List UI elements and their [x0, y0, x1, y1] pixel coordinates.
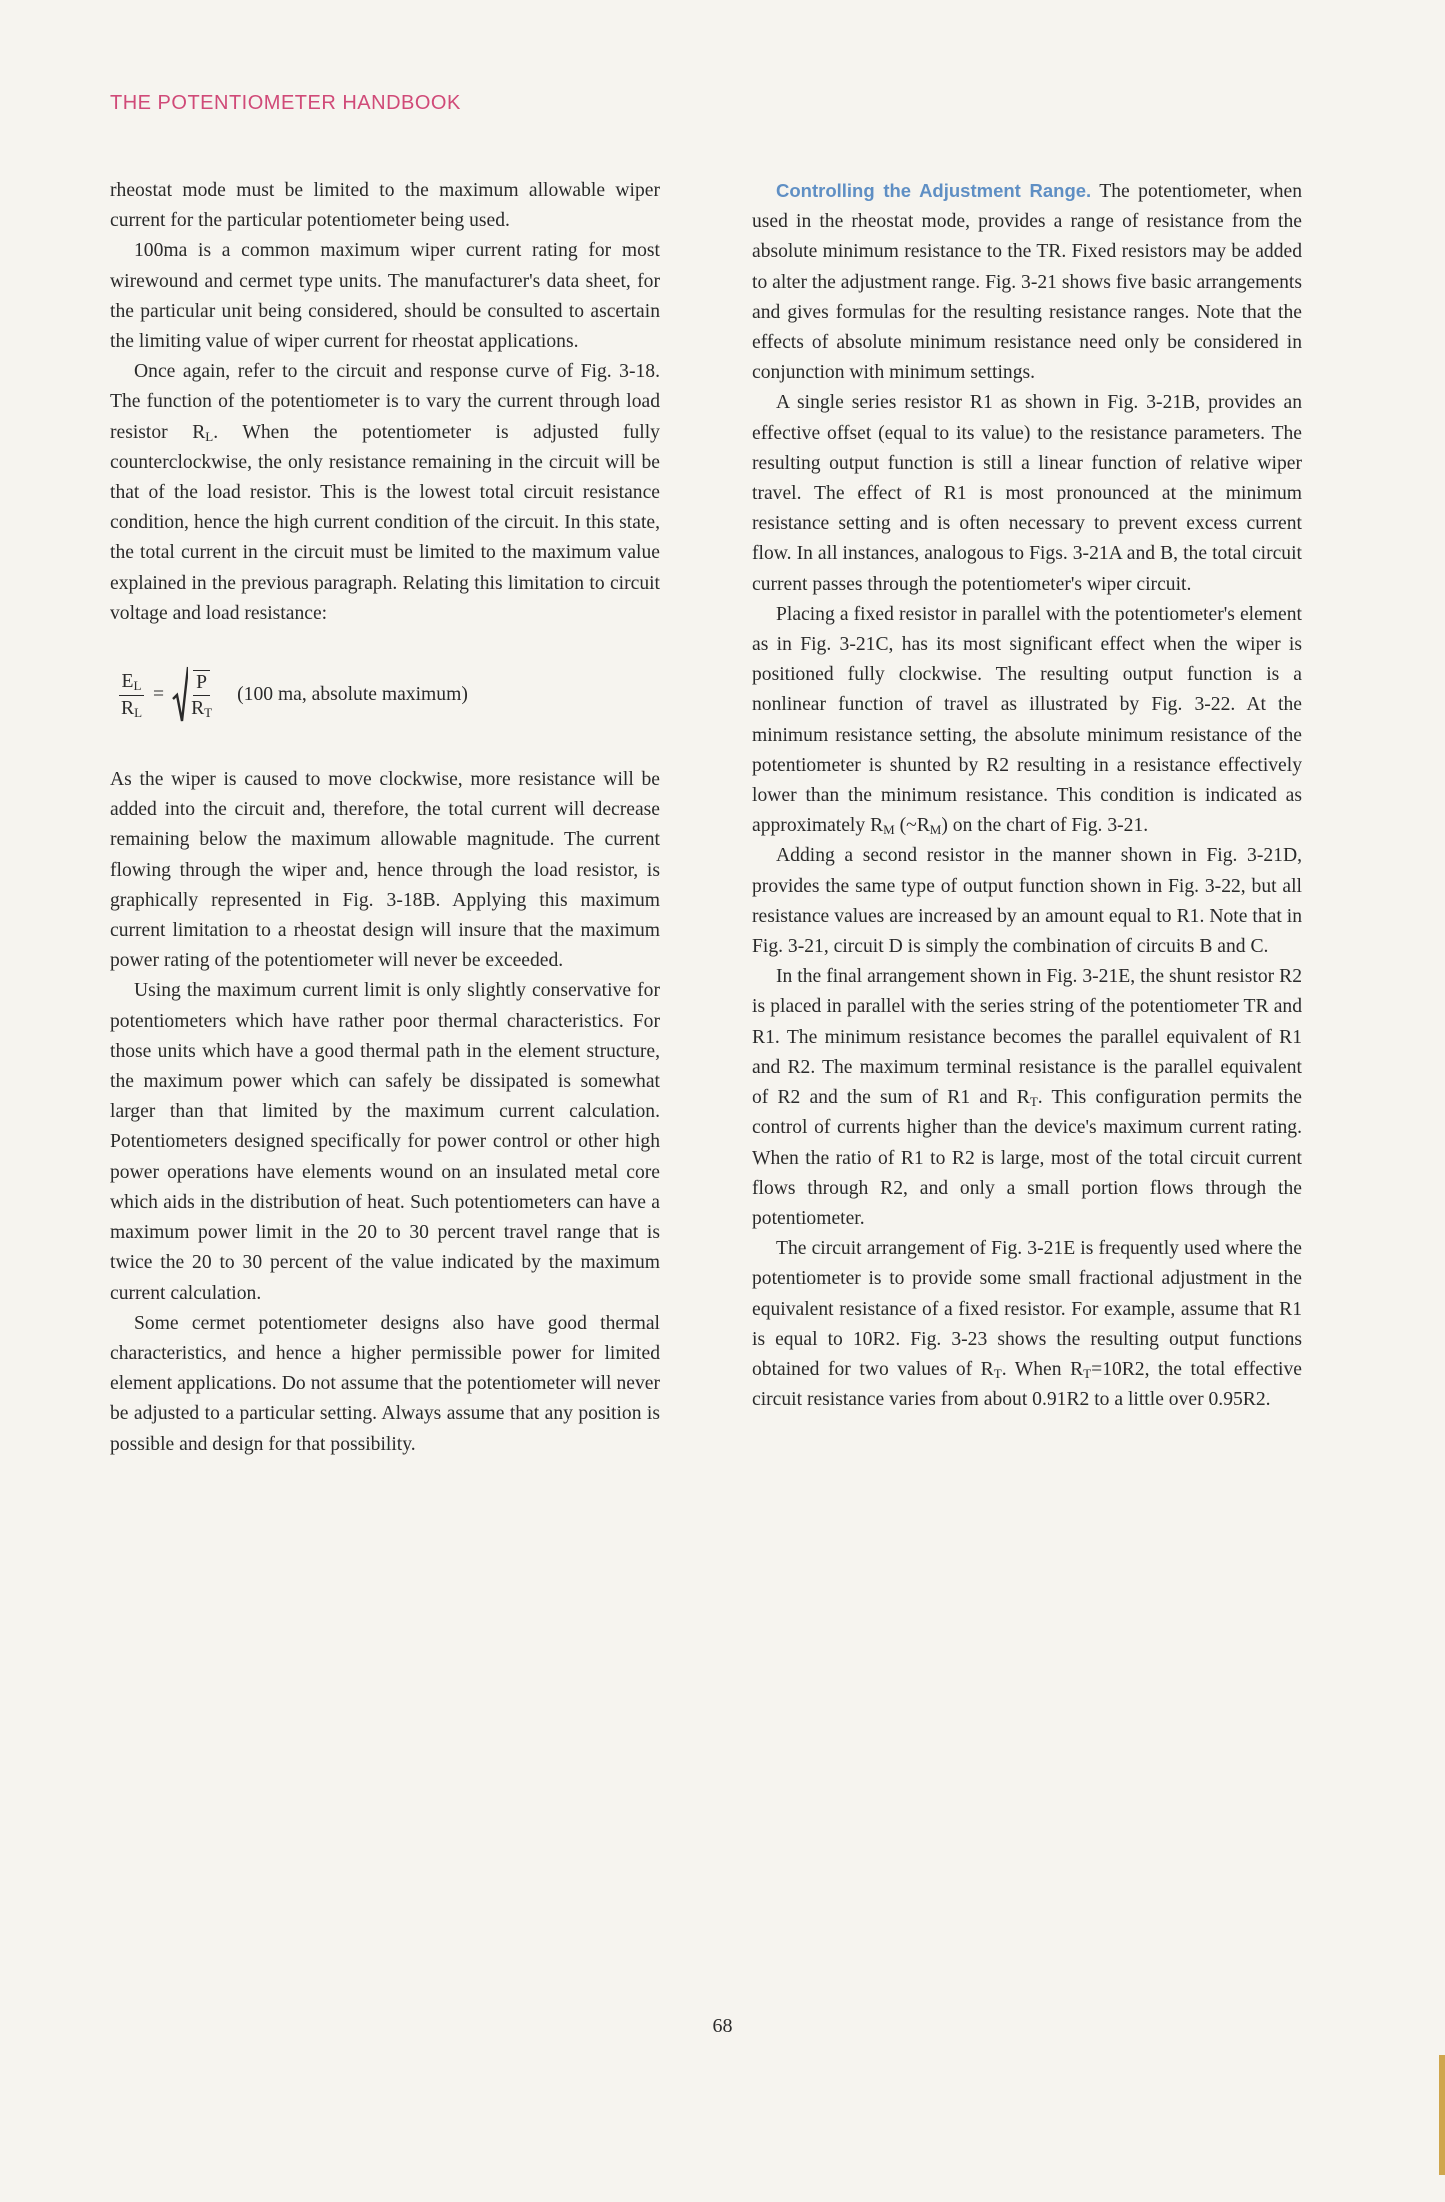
paragraph: A single series resistor R1 as shown in Fig. 3-21B, provides an effective offset (equal to its value) to the resistance parameters. The resulting output function is still a linear function of relative wiper travel. The effect of R1 is most pronounced at the minimum resistance setting and is often necessary to prevent excess current flow. In all instances, analogous to Figs. 3-21A and B, the total circuit current passes through the potentiometer's wiper circuit. [752, 392, 1302, 595]
paragraph [110, 357, 660, 629]
formula-rhs-fraction [188, 670, 215, 721]
subscript: M [883, 822, 895, 838]
paragraph: 100ma is a common maximum wiper current rating for most wirewound and cermet type units. The manufacturer's data sheet, for the particular unit being considered, should be consulted to ascertain the limiting value of wiper current for rheostat applications. [110, 240, 660, 353]
running-head: THE POTENTIOMETER HANDBOOK [110, 92, 461, 114]
paragraph: Some cermet potentiometer designs also have good thermal characteristics, and hence a higher permissible power for limited element applications. Do not assume that the potentiometer will never be adjusted to a particular setting. Always assume that any position is possible and design for that possibility. [110, 1312, 660, 1455]
text-run: . When the potentiometer is adjusted fully counterclockwise, the only resistance remaining in the circuit will be that of the load resistor. This is the lowest total circuit resistance condition, hence the high current condition of the circuit. In this state, the total current in the circuit must be limited to the maximum value explained in the previous paragraph. Relating this limitation to circuit voltage and load resistance: [110, 421, 660, 624]
section-heading: Controlling the Adjustment Range. [776, 180, 1092, 201]
paragraph: Adding a second resistor in the manner shown in Fig. 3-21D, provides the same type of output function shown in Fig. 3-22, but all resistance values are increased by an amount equal to R1. Note that in Fig. 3-21, circuit D is simply the combination of circuits B and C. [752, 845, 1302, 958]
formula-denominator: $R_L$ [121, 697, 143, 720]
paragraph: As the wiper is caused to move clockwise, more resistance will be added into the circuit and, therefore, the total current will decrease remaining below the maximum allowable magnitude. The current flowing through the wiper and, hence through the load resistor, is graphically represented in Fig. 3-18B. Applying this maximum current limitation to a rheostat design will insure that the maximum power rating of the potentiometer will never be exceeded. [110, 769, 660, 972]
paragraph: rheostat mode must be limited to the maximum allowable wiper current for the particular potentiometer being used. [110, 180, 660, 232]
subscript: T [1083, 1365, 1092, 1381]
square-root [172, 665, 215, 725]
left-column [110, 176, 660, 1460]
subscript: T [993, 1365, 1002, 1381]
formula-note: (100 ma, absolute maximum) [237, 684, 468, 706]
formula-numerator: $E_L$ [119, 670, 145, 696]
subscript: T [1029, 1094, 1038, 1110]
subscript: L [205, 428, 214, 444]
right-column [752, 176, 1302, 1415]
current-limit-formula [118, 653, 660, 737]
paragraph: In the final arrangement shown in Fig. 3-21E, the shunt resistor R2 is placed in parallel with the series string of the potentiometer TR and R1. The minimum resistance becomes the parallel equivalent of R1 and R2. The maximum terminal resistance is the parallel equivalent of R2 and the sum of R1 and $R_T$. This configuration permits the control of currents higher than the device's maximum current rating. When the ratio of R1 to R2 is large, most of the total circuit current flows through R2, and only a small portion flows through the potentiometer. [752, 966, 1302, 1229]
paragraph: Using the maximum current limit is only slightly conservative for potentiometers which have rather poor thermal characteristics. For those units which have a good thermal path in the element structure, the maximum power which can safely be dissipated is somewhat larger than that limited by the maximum current calculation. Potentiometers designed specifically for power control or other high power operations have elements wound on an insulated metal core which aids in the distribution of heat. Such potentiometers can have a maximum power limit in the 20 to 30 percent travel range that is twice the 20 to 30 percent of the value indicated by the maximum current calculation. [110, 980, 660, 1304]
formula-lhs-fraction [118, 670, 145, 720]
subscript: M [929, 822, 942, 838]
page-edge-mark [1439, 2055, 1445, 2175]
formula-equals: = [153, 684, 165, 706]
text-run: Once again, refer to the circuit and response curve of Fig. 3-18. The function of the potentiometer is to vary the current through load resistor R [110, 361, 660, 443]
text-run: The potentiometer, when used in the rheostat mode, provides a range of resistance from the absolute minimum resistance to the TR. Fixed resistors may be added to alter the adjustment range. Fig. 3-21 shows five basic arrangements and gives formulas for the resulting resistance ranges. Note that the effects of absolute minimum resistance need only be considered in conjunction with minimum settings. [752, 181, 1302, 384]
paragraph: Placing a fixed resistor in parallel with the potentiometer's element as in Fig. 3-21C, has its most significant effect when the wiper is positioned fully clockwise. The resulting output function is a nonlinear function of travel as illustrated by Fig. 3-22. At the minimum resistance setting, the absolute minimum resistance of the potentiometer is shunted by R2 resulting in a resistance effectively lower than the minimum resistance. This condition is indicated as approximately $R_M$ $(\sim R_M)$ on the chart of Fig. 3-21. [752, 603, 1302, 838]
paragraph: The circuit arrangement of Fig. 3-21E is frequently used where the potentiometer is to provide some small fractional adjustment in the equivalent resistance of a fixed resistor. For example, assume that R1 is equal to 10R2. Fig. 3-23 shows the resulting output functions obtained for two values of $R_T$. When $R_T=10R2$, the total effective circuit resistance varies from about 0.91R2 to a little over 0.95R2. [752, 1238, 1302, 1411]
formula-numerator: P [193, 670, 210, 697]
page-number: 68 [712, 2015, 733, 2037]
radical-sign-icon [172, 665, 188, 725]
paragraph [752, 176, 1302, 388]
formula-denominator: $R_T$ [191, 698, 213, 721]
